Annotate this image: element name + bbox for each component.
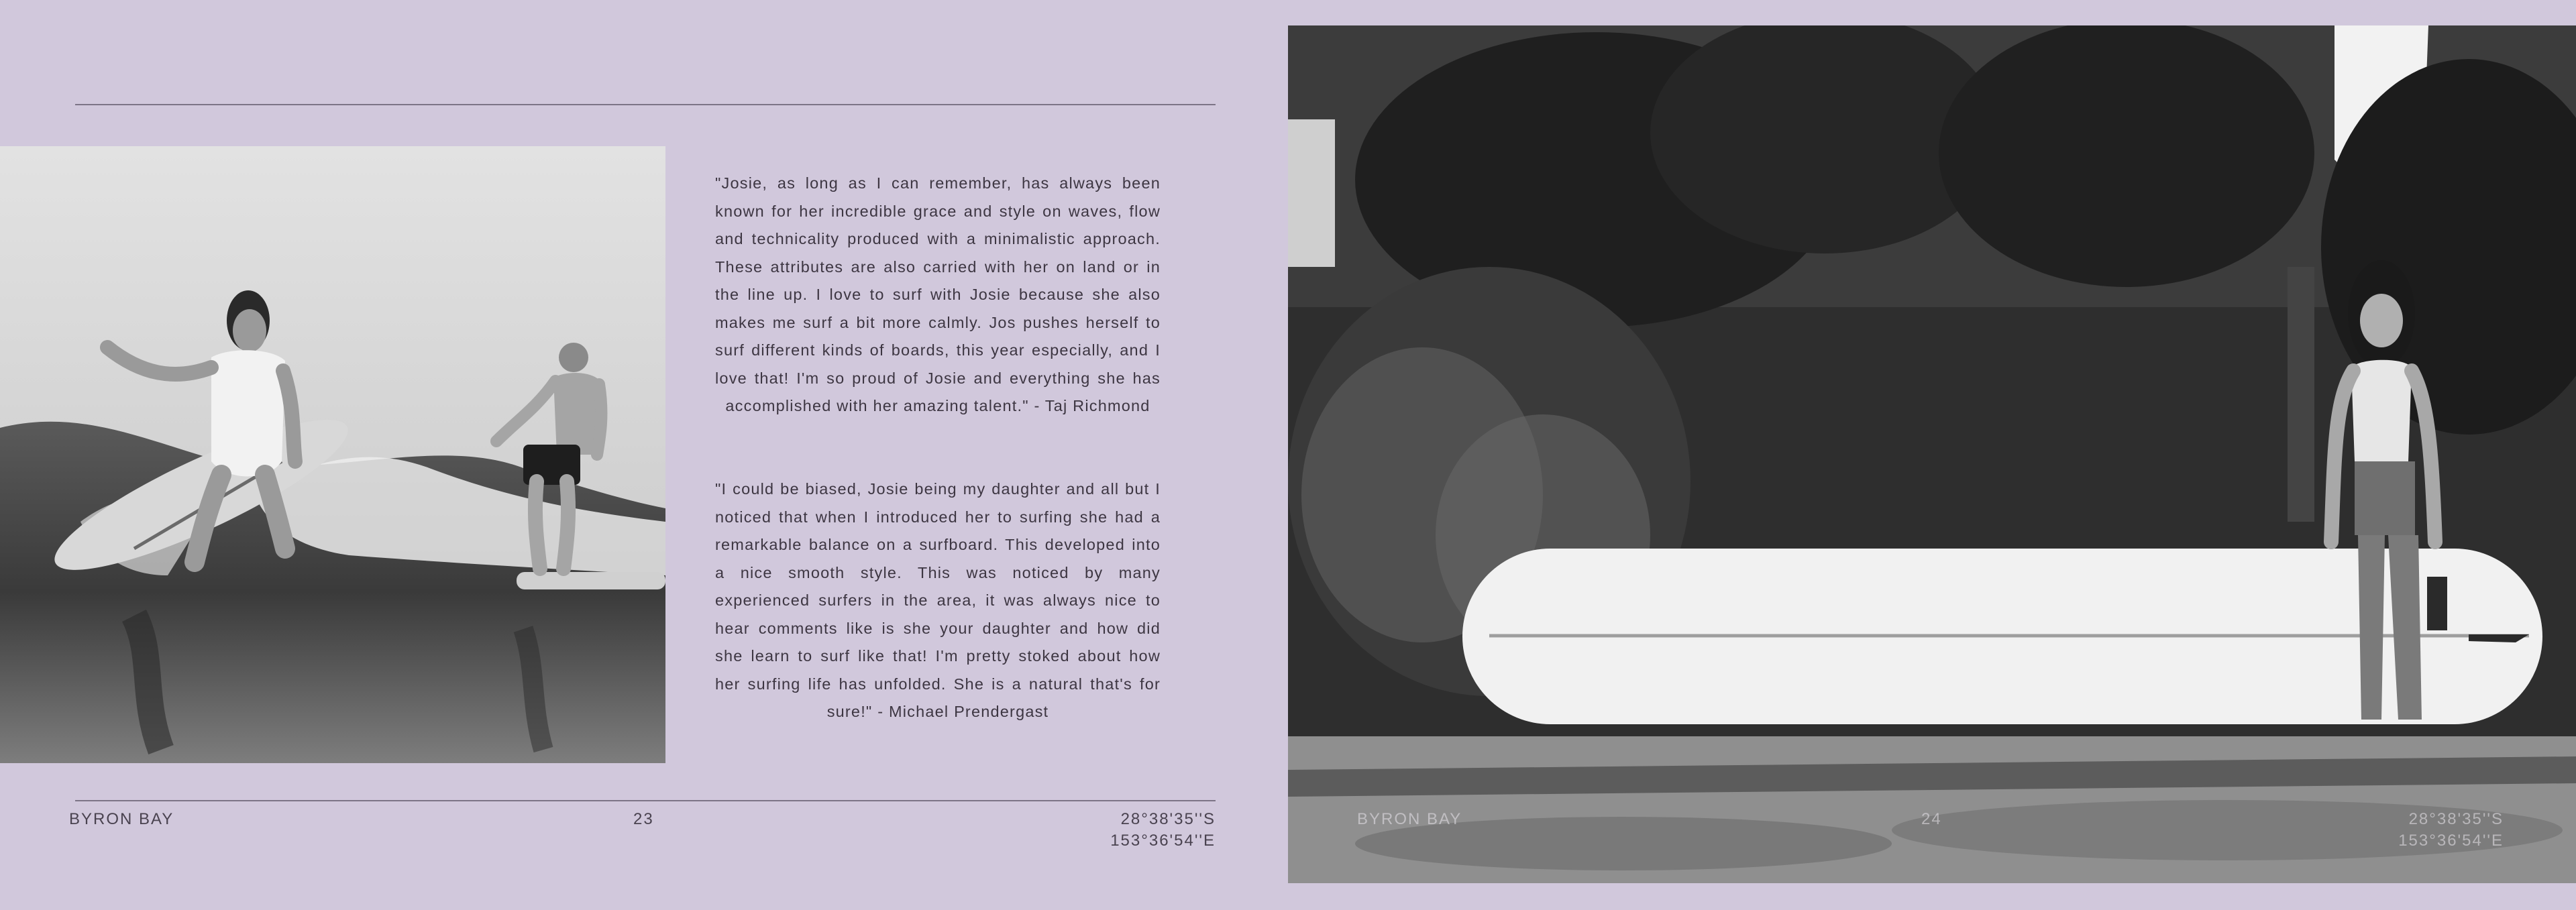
quote-taj-richmond: "Josie, as long as I can remember, has always been known for her incredible grace and style on waves, flow and technicality produced with a minimalistic approach. These attributes are also carried with her on land or in the line up. I love to surf with Josie because she also makes me surf a bit more calmly. Jos pushes herself to surf different kinds of boards, this year especially, and I love that! I'm so proud of Josie and everything she has accomplished with her amazing talent." - Taj Richmond bbox=[715, 174, 1161, 414]
bottom-rule bbox=[75, 800, 1216, 801]
footer-coordinates-right bbox=[2398, 809, 2504, 852]
surfing-photo bbox=[0, 146, 665, 763]
top-rule bbox=[75, 104, 1216, 105]
footer-longitude-right: 153°36'54''E bbox=[2398, 832, 2504, 850]
footer-page-number: 23 bbox=[633, 810, 654, 828]
footer-latitude: 28°38'35''S bbox=[1120, 810, 1216, 828]
footer-location: BYRON BAY bbox=[69, 810, 174, 828]
footer-latitude-right: 28°38'35''S bbox=[2408, 810, 2504, 828]
footer-longitude: 153°36'54''E bbox=[1110, 832, 1216, 850]
footer-coordinates bbox=[1110, 809, 1216, 852]
footer-page-number-right: 24 bbox=[1921, 810, 1942, 828]
quote-michael-prendergast: "I could be biased, Josie being my daughter and all but I noticed that when I introduced her to surfing she had a remarkable balance on a surfboard. This developed into a nice smooth style. This was noticed by many experienced surfers in the area, it was always nice to hear comments like is she your daughter and how did she learn to surf like that! I'm pretty stoked about how her surfing life has unfolded. She is a natural that's for sure!" - Michael Prendergast bbox=[715, 480, 1161, 720]
footer-location-right: BYRON BAY bbox=[1357, 810, 1462, 828]
surfboard-portrait-photo bbox=[1288, 25, 2576, 883]
